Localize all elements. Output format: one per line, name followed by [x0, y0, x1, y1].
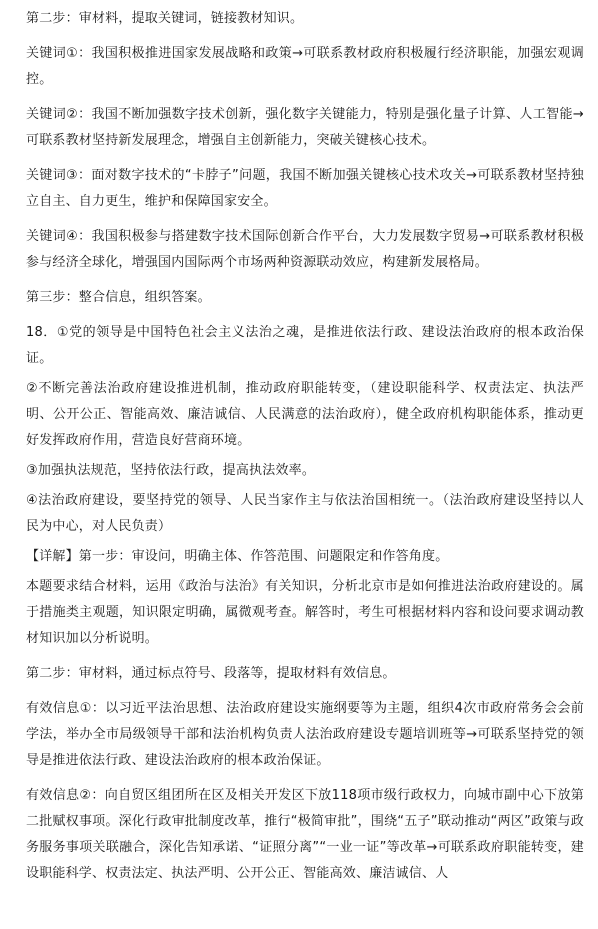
paragraph-keyword-1: 关键词①：我国积极推进国家发展战略和政策→可联系教材政府积极履行经济职能，加强宏观调控。	[26, 46, 584, 87]
paragraph-answer-18-point-4: ④法治政府建设，要坚持党的领导、人民当家作主与依法治国相统一。（法治政府建设坚持以人民为中心，对人民负责）	[26, 493, 584, 534]
paragraph-answer-18-point-3: ③加强执法规范，坚持依法行政，提高执法效率。	[26, 463, 316, 478]
paragraph-effective-info-1: 有效信息①：以习近平法治思想、法治政府建设实施纲要等为主题，组织4次市政府常务会会前学法，举办全市局级领导干部和法治机构负责人法治政府建设专题培训班等→可联系坚持党的领导是推进依法行政、建设法治政府的根本政治保证。	[26, 701, 584, 768]
paragraph-keyword-3: 关键词③：面对数字技术的“卡脖子”问题，我国不断加强关键核心技术攻关→可联系教材坚持独立自主、自力更生，维护和保障国家安全。	[26, 168, 584, 209]
paragraph-step3-heading: 第三步：整合信息，组织答案。	[26, 290, 211, 305]
paragraph-keyword-4: 关键词④：我国积极参与搭建数字技术国际创新合作平台，大力发展数字贸易→可联系教材积极参与经济全球化，增强国内国际两个市场两种资源联动效应，构建新发展格局。	[26, 229, 584, 270]
paragraph-keyword-2: 关键词②：我国不断加强数字技术创新，强化数字关键能力，特别是强化量子计算、人工智能→可联系教材坚持新发展理念，增强自主创新能力，突破关键核心技术。	[26, 107, 584, 148]
paragraph-detail-step1: 【详解】第一步：审设问，明确主体、作答范围、问题限定和作答角度。	[26, 549, 449, 564]
paragraph-detail-analysis: 本题要求结合材料，运用《政治与法治》有关知识，分析北京市是如何推进法治政府建设的。属于措施类主观题，知识限定明确，属微观考查。解答时，考生可根据材料内容和设问要求调动教材知识加以分析说明。	[26, 579, 584, 646]
paragraph-step2-heading: 第二步：审材料，提取关键词，链接教材知识。	[26, 11, 304, 26]
paragraph-effective-info-2: 有效信息②：向自贸区组团所在区及相关开发区下放118项市级行政权力，向城市副中心下放第二批赋权事项。深化行政审批制度改革，推行“极简审批”，围绕“五子”联动推动“两区”政策与政务服务事项关联融合，深化告知承诺、“证照分离”“一业一证”等改革→可联系政府职能转变，建设职能科学、权责法定、执法严明、公开公正、智能高效、廉洁诚信、人	[26, 788, 584, 881]
paragraph-detail-step2: 第二步：审材料，通过标点符号、段落等，提取材料有效信息。	[26, 666, 396, 681]
paragraph-answer-18-point-1: 18．①党的领导是中国特色社会主义法治之魂，是推进依法行政、建设法治政府的根本政治保证。	[26, 325, 584, 366]
paragraph-answer-18-point-2: ②不断完善法治政府建设推进机制，推动政府职能转变，（建设职能科学、权责法定、执法严明、公开公正、智能高效、廉洁诚信、人民满意的法治政府），健全政府机构职能体系，推动更好发挥政府作用，营造良好营商环境。	[26, 381, 584, 448]
